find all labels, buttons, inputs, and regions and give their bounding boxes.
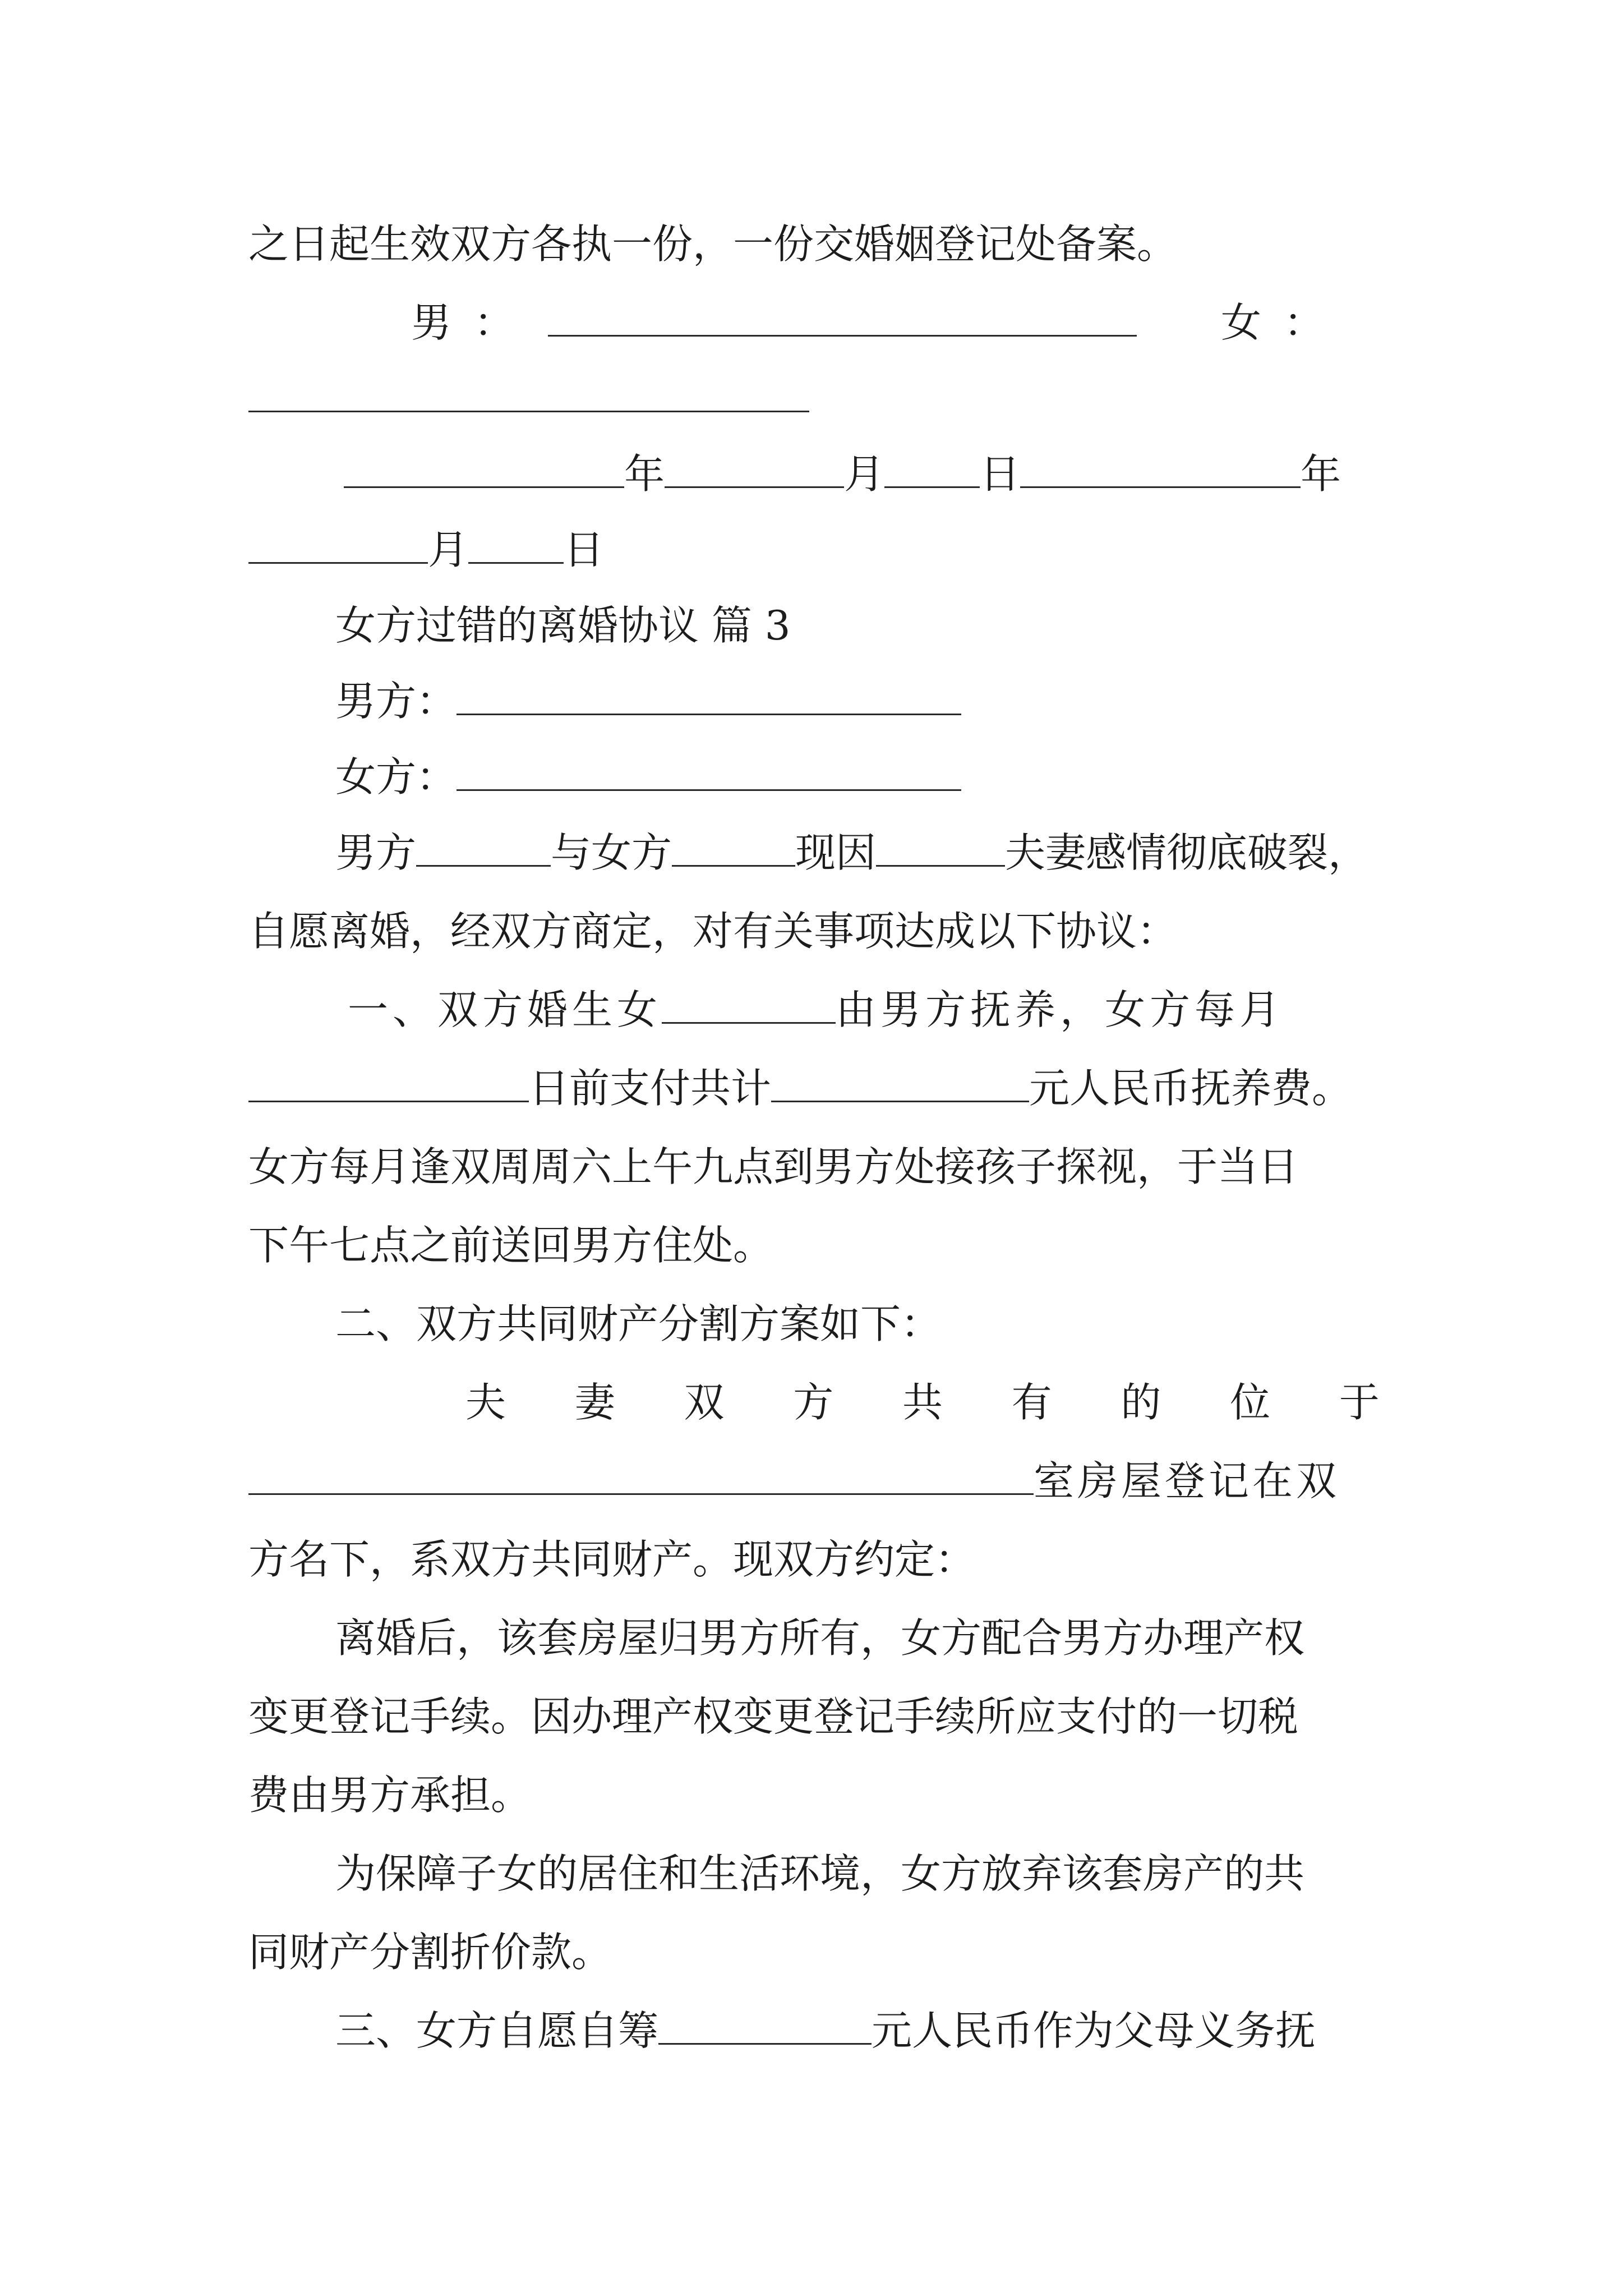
clause2-line-3: 方名下，系双方共同财产。现双方约定：	[248, 1536, 976, 1583]
clause1-seg-2: 由男方抚养，女方每月	[836, 986, 1285, 1033]
spread-char: 有	[1011, 1379, 1052, 1426]
clause1-blank-2[interactable]	[248, 1064, 529, 1102]
day-blank-2[interactable]	[468, 525, 564, 564]
clause2-house-line	[248, 1453, 1381, 1509]
month-label-2: 月	[428, 526, 469, 573]
intro-blank-3[interactable]	[876, 828, 1005, 867]
year-label-2: 年	[1301, 450, 1341, 498]
clause1-line-4: 下午七点之前送回男方住处。	[248, 1222, 774, 1269]
intro-blank-2[interactable]	[672, 828, 795, 867]
spread-char: 共	[902, 1379, 943, 1426]
year-blank[interactable]	[344, 449, 624, 488]
clause2-p1-line-2: 变更登记手续。因办理产权变更登记手续所应支付的一切税	[248, 1693, 1299, 1740]
female-sign-colon: ：	[1284, 299, 1325, 346]
clause3-blank[interactable]	[658, 2006, 872, 2045]
intro-line-2: 自愿离婚，经双方商定，对有关事项达成以下协议：	[248, 908, 1178, 955]
male-sign-label: 男	[411, 299, 452, 346]
intro-line-1	[335, 825, 1468, 881]
day-label-2: 日	[564, 526, 605, 573]
clause1-line-2	[248, 1060, 1381, 1116]
spread-char: 夫	[465, 1379, 506, 1426]
clause1-seg-4: 元人民币抚养费。	[1029, 1065, 1353, 1112]
top-continuation-line: 之日起生效双方各执一份，一份交婚姻登记处备案。	[248, 220, 1178, 268]
female-signature-blank[interactable]	[248, 374, 809, 412]
male-party-blank[interactable]	[457, 677, 961, 715]
clause1-line-1	[348, 982, 1481, 1038]
female-party-blank[interactable]	[457, 752, 961, 791]
clause2-heading: 二、双方共同财产分割方案如下：	[335, 1300, 942, 1347]
clause1-seg-3: 日前支付共计	[529, 1065, 772, 1112]
clause1-seg-1: 一、双方婚生女	[348, 986, 662, 1033]
female-party-label: 女方：	[335, 753, 457, 800]
signature-line	[248, 295, 1381, 351]
day-label: 日	[980, 450, 1021, 498]
clause1-blank-3[interactable]	[771, 1064, 1029, 1102]
house-address-blank[interactable]	[248, 1456, 1034, 1495]
month-blank-2[interactable]	[248, 525, 428, 564]
male-party-line	[335, 673, 1468, 729]
date-line	[248, 446, 1381, 502]
clause2-p1-line-1: 离婚后，该套房屋归男方所有，女方配合男方办理产权	[335, 1614, 1305, 1662]
clause1-line-3: 女方每月逢双周周六上午九点到男方处接孩子探视，于当日	[248, 1143, 1299, 1190]
clause2-p2-line-2: 同财产分割折价款。	[248, 1929, 612, 1976]
clause3-seg-1: 三、女方自愿自筹	[335, 2007, 659, 2054]
intro-seg-1: 男方	[335, 829, 417, 876]
female-signature-line	[248, 370, 1381, 426]
date-line-2	[248, 522, 1381, 578]
intro-seg-3: 现因	[795, 829, 877, 876]
spread-char: 妻	[574, 1379, 615, 1426]
section-heading: 女方过错的离婚协议 篇 3	[335, 602, 791, 649]
clause3-seg-2: 元人民币作为父母义务抚	[872, 2007, 1316, 2054]
spread-char: 于	[1339, 1379, 1380, 1426]
female-party-line	[335, 749, 1468, 805]
male-sign-colon: ：	[474, 299, 515, 346]
clause2-p2-line-1: 为保障子女的居住和生活环境，女方放弃该套房产的共	[335, 1850, 1305, 1897]
clause3-line-1	[335, 2003, 1468, 2059]
clause2-p1-line-3: 费由男方承担。	[248, 1772, 532, 1819]
month-label: 月	[844, 450, 885, 498]
male-party-label: 男方：	[335, 678, 457, 725]
month-blank[interactable]	[665, 449, 844, 488]
female-sign-label: 女	[1221, 299, 1262, 346]
spread-char: 位	[1230, 1379, 1271, 1426]
spread-char: 的	[1121, 1379, 1161, 1426]
clause2-spread-line	[465, 1374, 1380, 1430]
year-blank-2[interactable]	[1020, 449, 1301, 488]
intro-seg-2: 与女方	[551, 829, 672, 876]
house-tail-text: 室房屋登记在双	[1034, 1457, 1340, 1504]
clause1-blank-1[interactable]	[662, 985, 836, 1024]
spread-char: 方	[793, 1379, 834, 1426]
year-label: 年	[624, 450, 665, 498]
intro-blank-1[interactable]	[416, 828, 551, 867]
day-blank[interactable]	[884, 449, 980, 488]
male-signature-blank[interactable]	[548, 298, 1137, 337]
intro-seg-4: 夫妻感情彻底破裂，	[1005, 829, 1369, 876]
spread-char: 双	[684, 1379, 725, 1426]
